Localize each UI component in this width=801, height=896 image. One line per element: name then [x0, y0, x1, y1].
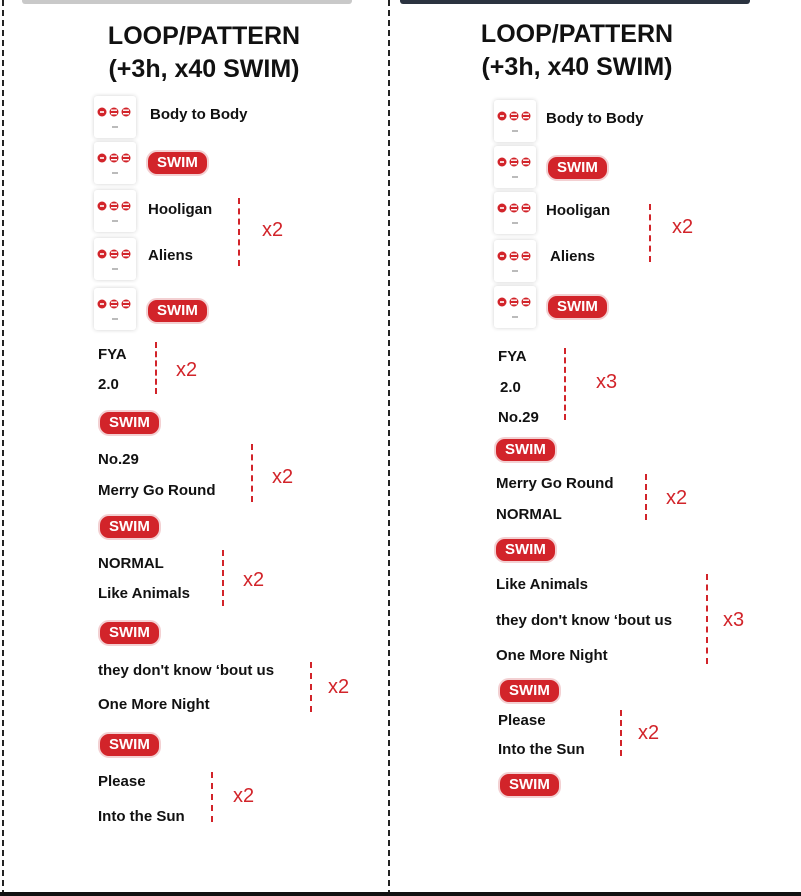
repeat-bracket [620, 710, 622, 756]
center-divider [388, 0, 390, 896]
repeat-bracket [211, 772, 213, 822]
swim-badge: SWIM [146, 298, 209, 324]
repeat-bracket [564, 348, 566, 420]
swim-badge: SWIM [498, 678, 561, 704]
song-please: Please [98, 773, 146, 790]
repeat-bracket [222, 550, 224, 606]
song-2-0: 2.0 [98, 376, 119, 393]
repeat-bracket [155, 342, 157, 394]
right-title-line2: (+3h, x40 SWIM) [481, 53, 673, 81]
left-title-line1: LOOP/PATTERN [107, 22, 301, 50]
album-art-icon [494, 146, 536, 188]
song-fya: FYA [498, 348, 527, 365]
swim-badge: SWIM [546, 155, 609, 181]
repeat-multiplier: x2 [243, 569, 265, 591]
song-they-dont-know-bout-us: they don't know ‘bout us [98, 662, 275, 679]
repeat-multiplier: x2 [272, 466, 294, 488]
swim-badge: SWIM [546, 294, 609, 320]
album-art-icon [94, 288, 136, 330]
song-merry-go-round: Merry Go Round [98, 482, 216, 499]
repeat-bracket [310, 662, 312, 712]
repeat-multiplier: x3 [723, 609, 745, 631]
repeat-multiplier: x2 [176, 359, 198, 381]
song-hooligan: Hooligan [148, 201, 213, 218]
swim-badge: SWIM [98, 620, 161, 646]
repeat-multiplier: x2 [233, 785, 255, 807]
repeat-multiplier: x2 [328, 676, 350, 698]
repeat-multiplier: x2 [672, 216, 694, 238]
song-aliens: Aliens [148, 247, 194, 264]
top-bar-left [22, 0, 352, 4]
song-into-the-sun: Into the Sun [498, 741, 585, 758]
repeat-multiplier: x2 [638, 722, 660, 744]
song-normal: NORMAL [98, 555, 164, 572]
song-like-animals: Like Animals [98, 585, 190, 602]
swim-badge: SWIM [494, 437, 557, 463]
album-art-icon [94, 190, 136, 232]
swim-badge: SWIM [98, 514, 161, 540]
song-hooligan: Hooligan [546, 202, 611, 219]
album-art-icon [494, 240, 536, 282]
left-edge-divider [2, 0, 4, 896]
song-one-more-night: One More Night [98, 696, 210, 713]
right-title-line1: LOOP/PATTERN [480, 20, 674, 48]
album-art-icon [94, 142, 136, 184]
swim-badge: SWIM [498, 772, 561, 798]
album-art-icon [494, 100, 536, 142]
repeat-bracket [645, 474, 647, 520]
song-no29: No.29 [98, 451, 139, 468]
bottom-border [0, 892, 801, 896]
song-body-to-body: Body to Body [150, 106, 248, 123]
album-art-icon [94, 96, 136, 138]
album-art-icon [494, 286, 536, 328]
song-merry-go-round: Merry Go Round [496, 475, 614, 492]
song-body-to-body: Body to Body [546, 110, 644, 127]
repeat-multiplier: x3 [596, 371, 618, 393]
song-like-animals: Like Animals [496, 576, 588, 593]
repeat-bracket [706, 574, 708, 664]
swim-badge: SWIM [494, 537, 557, 563]
left-title [82, 20, 326, 86]
repeat-bracket [649, 204, 651, 262]
song-into-the-sun: Into the Sun [98, 808, 185, 825]
left-title-line2: (+3h, x40 SWIM) [108, 55, 300, 83]
song-they-dont-know-bout-us: they don't know ‘bout us [496, 612, 673, 629]
repeat-bracket [238, 198, 240, 266]
song-please: Please [498, 712, 546, 729]
song-one-more-night: One More Night [496, 647, 608, 664]
repeat-multiplier: x2 [262, 219, 284, 241]
repeat-multiplier: x2 [666, 487, 688, 509]
swim-badge: SWIM [98, 732, 161, 758]
song-2-0: 2.0 [500, 379, 521, 396]
swim-badge: SWIM [146, 150, 209, 176]
song-fya: FYA [98, 346, 127, 363]
right-title [452, 18, 702, 84]
song-aliens: Aliens [550, 248, 596, 265]
top-bar-right [400, 0, 750, 4]
song-no29: No.29 [498, 409, 539, 426]
swim-badge: SWIM [98, 410, 161, 436]
album-art-icon [494, 192, 536, 234]
song-normal: NORMAL [496, 506, 562, 523]
album-art-icon [94, 238, 136, 280]
repeat-bracket [251, 444, 253, 502]
